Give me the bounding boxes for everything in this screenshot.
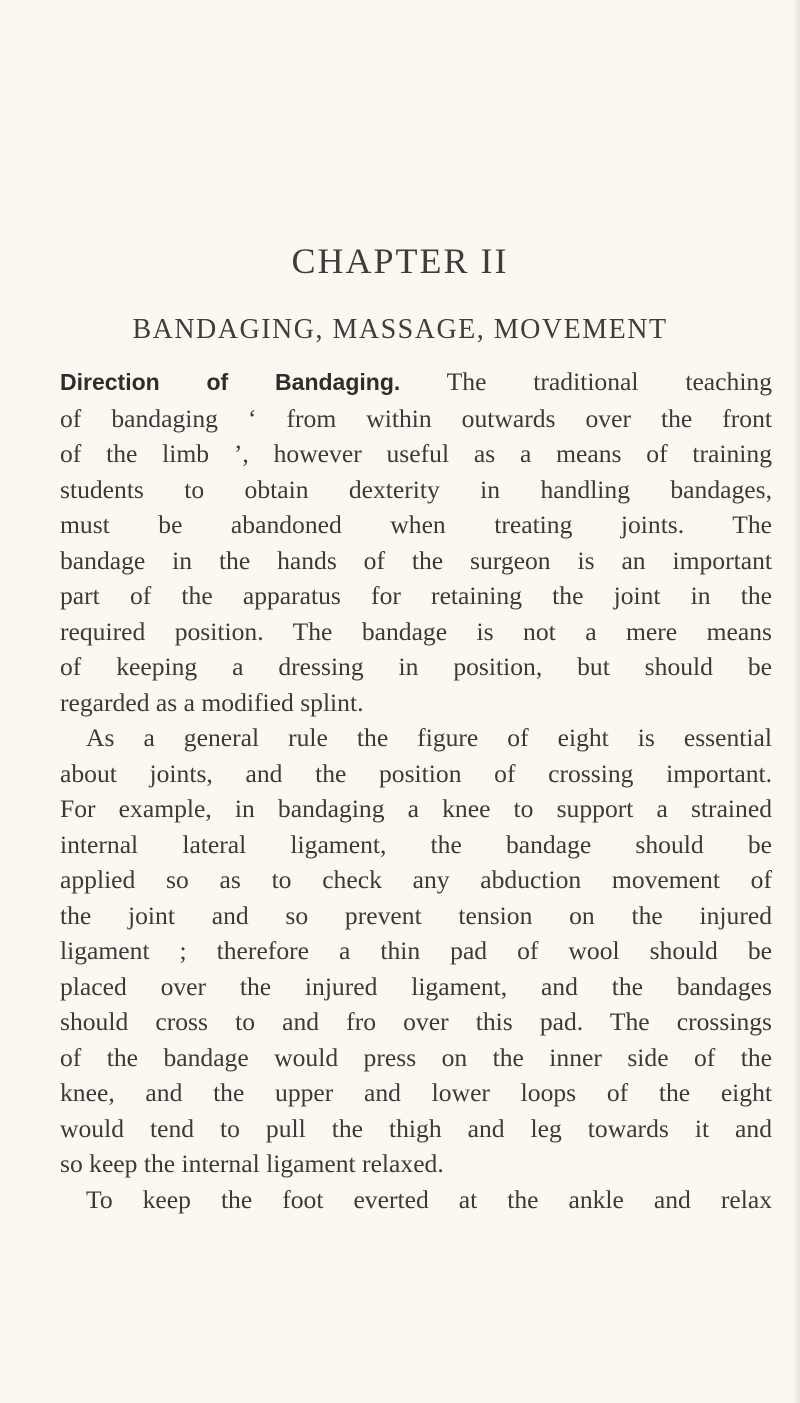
text-line: regarded as a modified splint. [60,687,364,717]
text-line: of bandaging ‘ from within outwards over the front [60,403,772,433]
text-line: knee, and the upper and lower loops of the eight [60,1078,772,1107]
text-line: As a general rule the figure of eight is essential [86,723,772,752]
page-edge-shadow [792,0,800,1403]
paragraph-2 [60,720,772,1182]
section-heading: Direction of Bandaging. [60,369,401,395]
paragraph-1 [60,364,772,720]
text-line: of the limb ’, however useful as a means of training [60,439,772,468]
text-line: of keeping a dressing in position, but should be [60,652,772,681]
text-line: required position. The bandage is not a mere means [60,616,772,646]
text-line: To keep the foot everted at the ankle and relax [86,1184,772,1214]
text-line: part of the apparatus for retaining the joint in the [60,581,772,610]
text-line: bandage in the hands of the surgeon is an important [60,545,772,575]
text-line: about joints, and the position of crossing important. [60,758,772,788]
body-text [60,364,772,1217]
text-line: the joint and so prevent tension on the injured [60,900,772,930]
text-line: placed over the injured ligament, and the bandages [60,971,772,1001]
text-line: must be abandoned when treating joints. The [60,510,772,539]
paragraph-3 [60,1182,772,1218]
text-line: students to obtain dexterity in handling bandages, [60,474,772,504]
text-line: For example, in bandaging a knee to support a strained [60,794,772,823]
text-line-content: The traditional teaching [446,367,773,396]
text-line: would tend to pull the thigh and leg towards it and [60,1113,772,1143]
text-line: applied so as to check any abduction movement of [60,865,772,894]
text-line: so keep the internal ligament relaxed. [60,1149,444,1178]
text-line: ligament ; therefore a thin pad of wool should be [60,936,772,965]
text-line: of the bandage would press on the inner side of the [60,1042,772,1072]
chapter-title: BANDAGING, MASSAGE, MOVEMENT [132,314,668,345]
text-line: internal lateral ligament, the bandage should be [60,829,772,859]
text-line [60,364,772,401]
chapter-number: CHAPTER II [291,241,509,281]
text-line: should cross to and fro over this pad. The crossings [60,1007,772,1036]
